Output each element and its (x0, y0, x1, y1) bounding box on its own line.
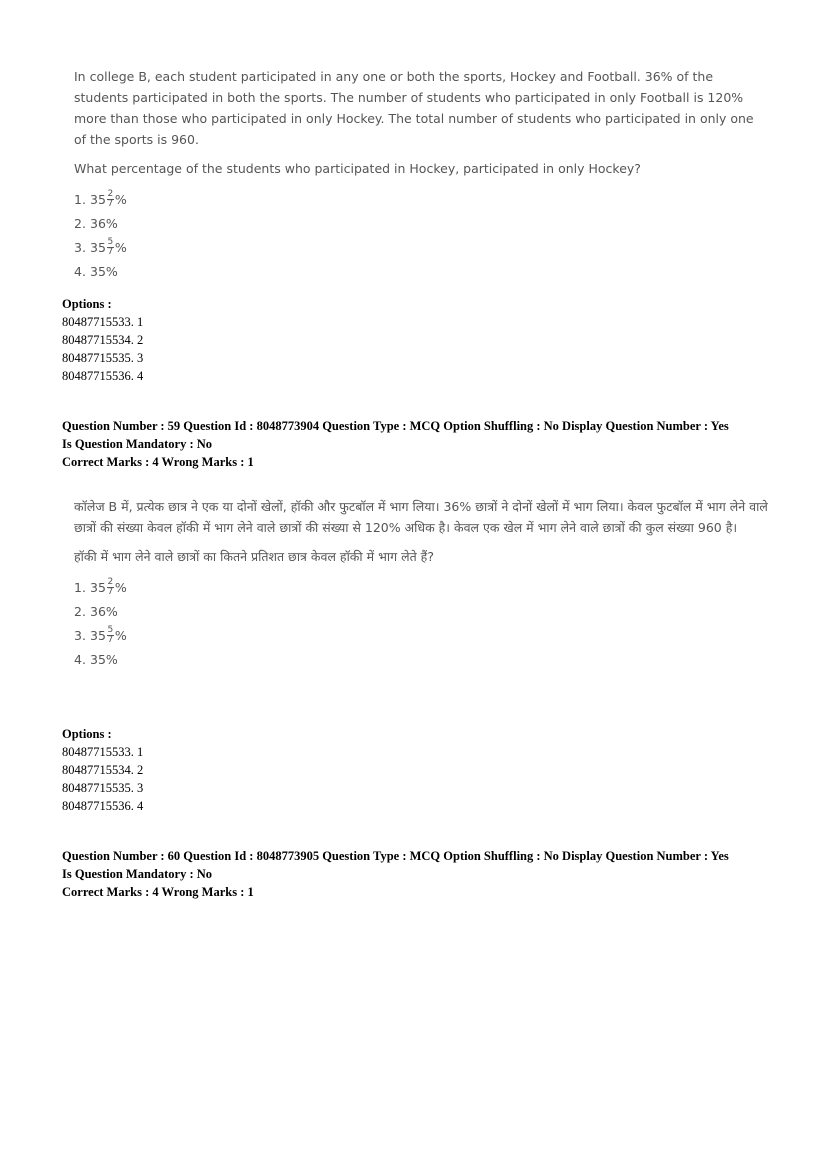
option-id: 80487715536. 4 (62, 799, 144, 813)
fraction: $\frac{5}{7}$ (107, 624, 114, 645)
option-id: 80487715533. 1 (62, 745, 144, 759)
option-id: 80487715535. 3 (62, 351, 144, 365)
question-meta-line: Question Number : 60 Question Id : 8048773905 Question Type : MCQ Option Shuffling : No Display Question Number : Yes (62, 849, 729, 863)
answer-choice-2: 2. 36% (74, 603, 118, 619)
answer-choice-1: 1. 35 $\frac{2}{7}$ % (74, 576, 127, 597)
question-text: What percentage of the students who participated in Hockey, participated in only Hockey? (74, 161, 641, 176)
question-60-header (62, 847, 729, 901)
question-marks-line: Correct Marks : 4 Wrong Marks : 1 (62, 885, 254, 899)
option-id: 80487715534. 2 (62, 763, 144, 777)
fraction: $\frac{2}{7}$ (107, 576, 114, 597)
options-list-2 (62, 725, 143, 815)
question-mandatory-line: Is Question Mandatory : No (62, 437, 213, 451)
fraction: $\frac{2}{7}$ (107, 188, 114, 209)
option-id: 80487715533. 1 (62, 315, 144, 329)
question-paragraph: In college B, each student participated in any one or both the sports, Hockey and Football. 36% of the students participated in both the sports. The number of students who participated in only Football is 120% more than those who participated in only Hockey. The total number of students who participated in only one of the sports is 960. (74, 69, 754, 147)
options-list-1 (62, 295, 143, 385)
question-paragraph: कॉलेज B में, प्रत्येक छात्र ने एक या दोनों खेलों, हॉकी और फुटबॉल में भाग लिया। 36% छात्रों ने दोनों खेलों में भाग लिया। केवल फुटबॉल में भाग लेने वाले छात्रों की संख्या केवल हॉकी में भाग लेने वाले छात्रों की संख्या से 120% अधिक है। केवल एक खेल में भाग लेने वाले छात्रों की कुल संख्या 960 है। (74, 499, 768, 535)
answer-choices (74, 187, 764, 283)
question-59-header (62, 417, 729, 471)
answer-choice-2: 2. 36% (74, 215, 118, 231)
question-marks-line: Correct Marks : 4 Wrong Marks : 1 (62, 455, 254, 469)
option-id: 80487715536. 4 (62, 369, 144, 383)
answer-choice-4: 4. 35% (74, 651, 118, 667)
answer-choice-4: 4. 35% (74, 263, 118, 279)
options-label: Options : (62, 297, 112, 311)
answer-choice-1: 1. 35 $\frac{2}{7}$ % (74, 188, 127, 209)
question-58-english (74, 66, 764, 283)
option-id: 80487715534. 2 (62, 333, 144, 347)
fraction: $\frac{5}{7}$ (107, 236, 114, 257)
question-text: हॉकी में भाग लेने वाले छात्रों का कितने प्रतिशत छात्र केवल हॉकी में भाग लेते हैं? (74, 549, 434, 564)
question-meta-line: Question Number : 59 Question Id : 8048773904 Question Type : MCQ Option Shuffling : No Display Question Number : Yes (62, 419, 729, 433)
question-mandatory-line: Is Question Mandatory : No (62, 867, 213, 881)
answer-choices (74, 575, 774, 671)
option-id: 80487715535. 3 (62, 781, 144, 795)
question-59-hindi (74, 496, 774, 671)
answer-choice-3: 3. 35 $\frac{5}{7}$ % (74, 236, 127, 257)
answer-choice-3: 3. 35 $\frac{5}{7}$ % (74, 624, 127, 645)
options-label: Options : (62, 727, 112, 741)
